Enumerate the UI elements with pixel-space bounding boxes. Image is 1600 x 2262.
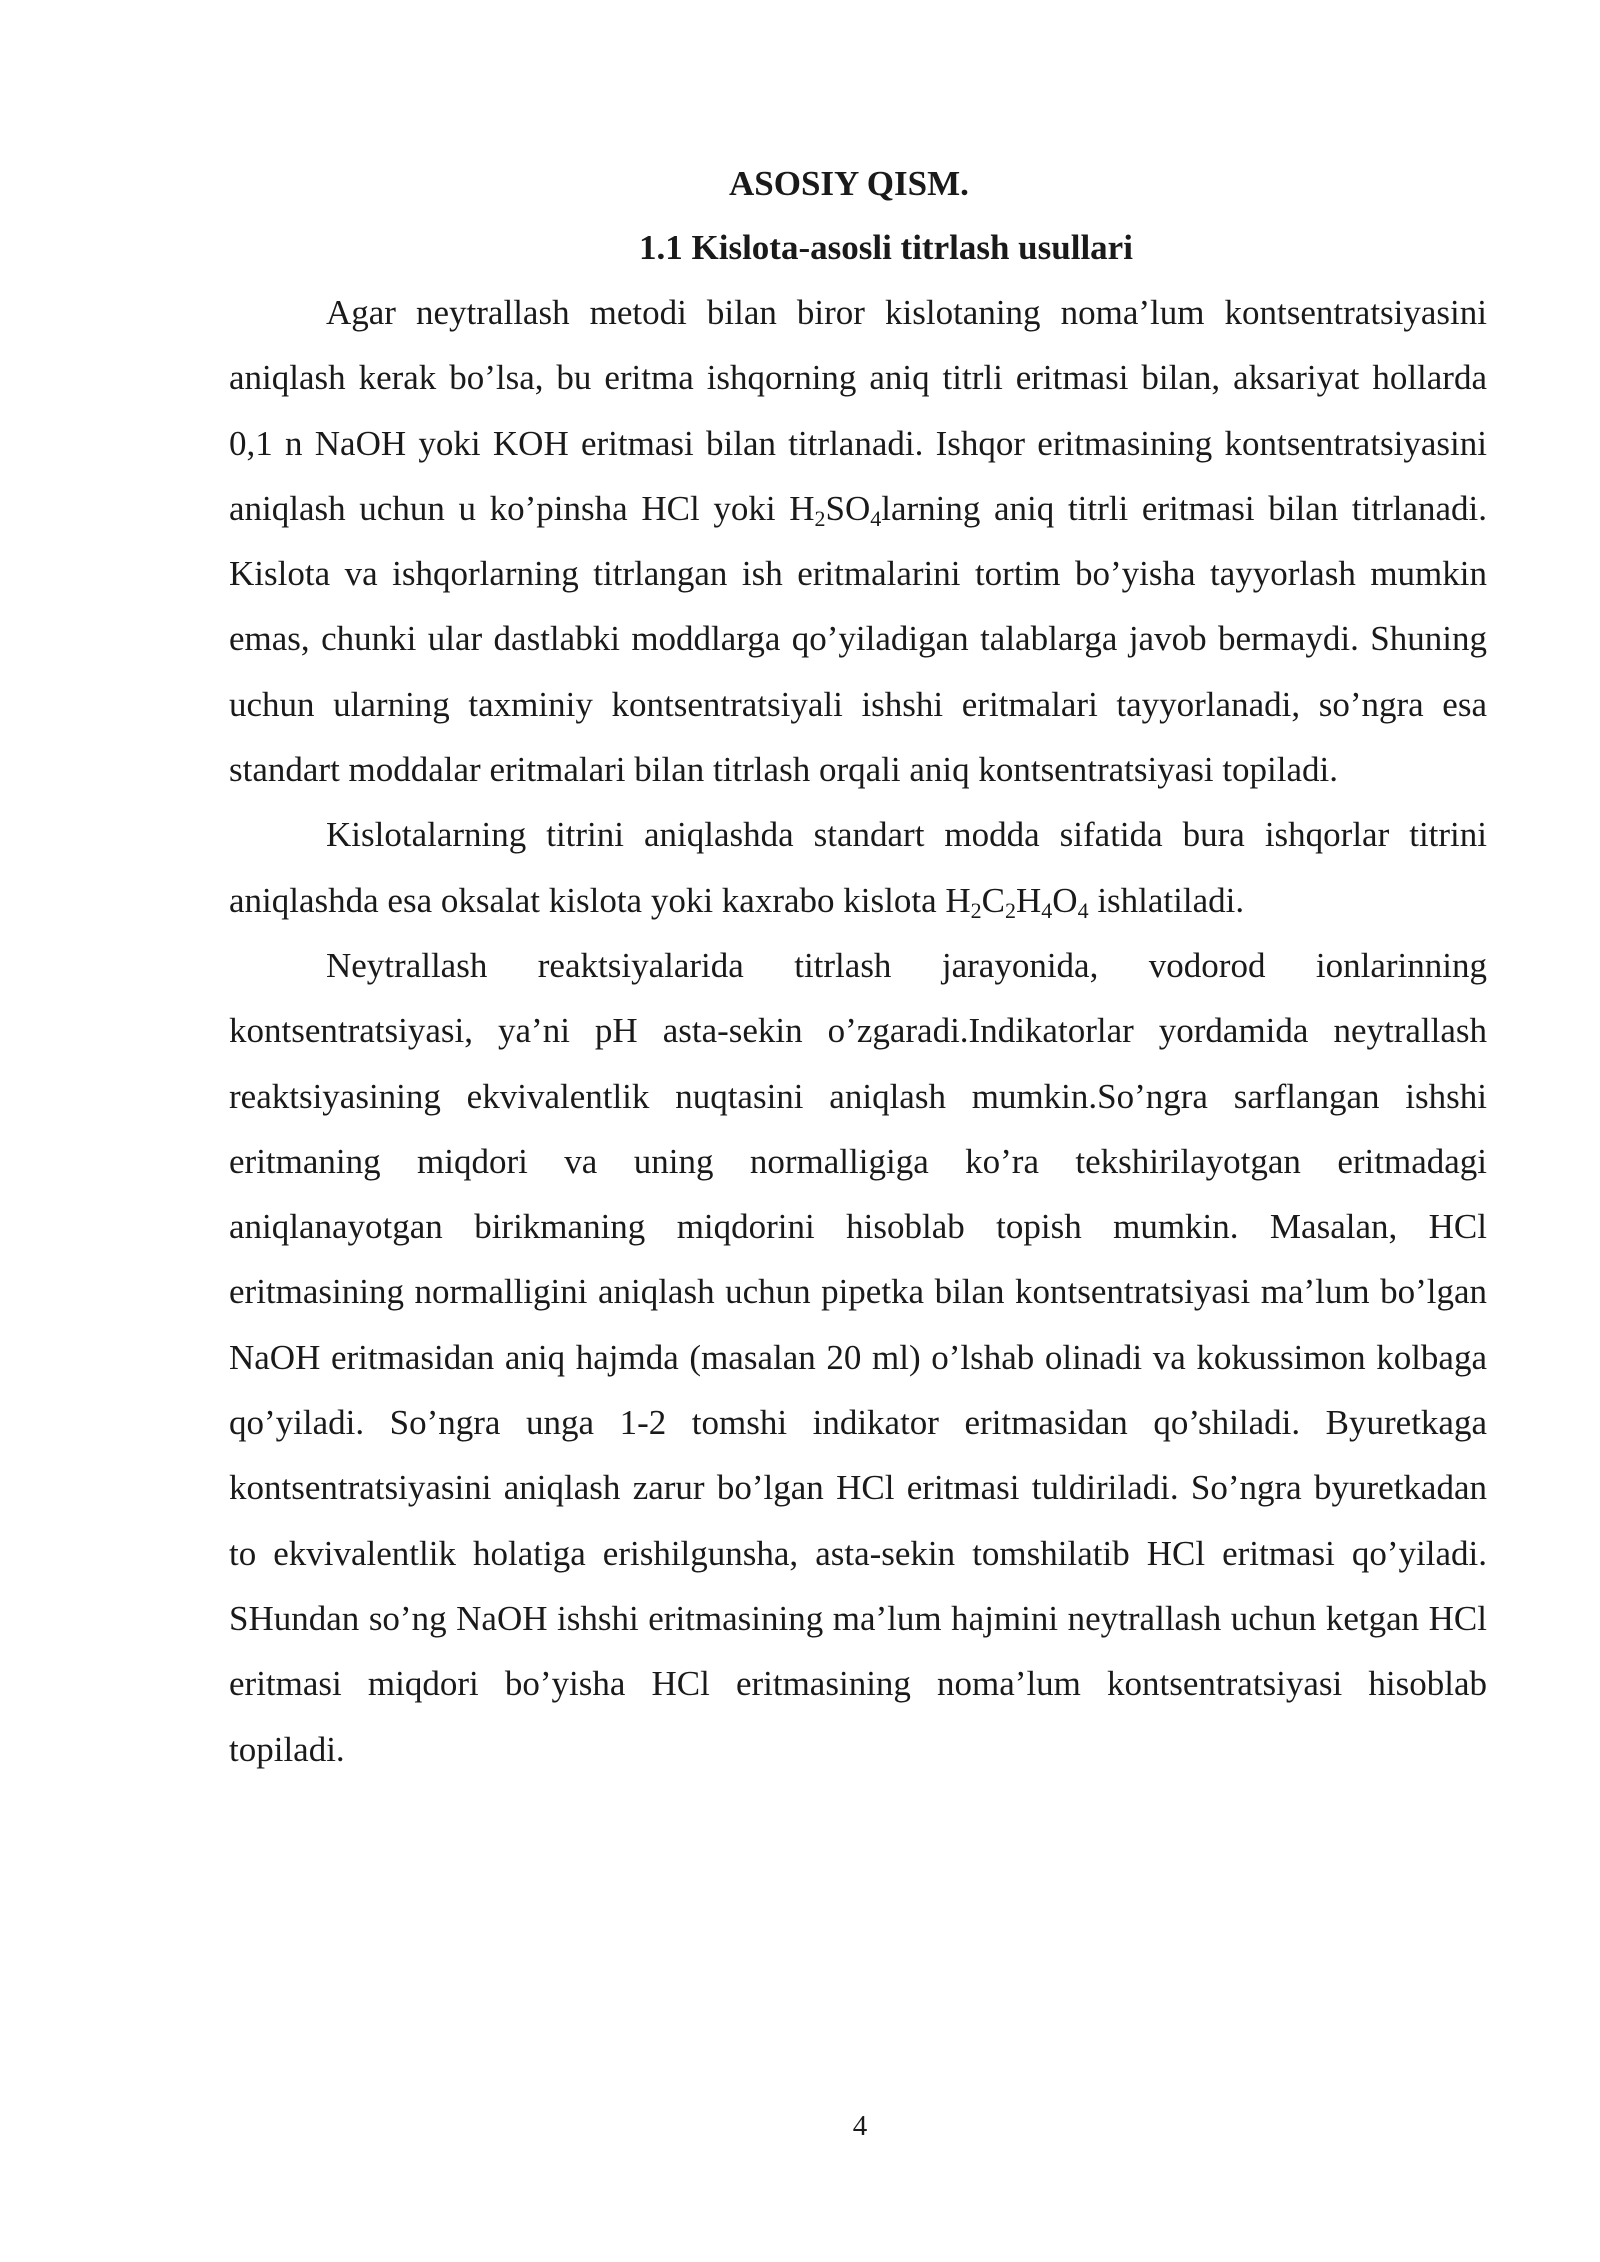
paragraph-2-text-a: Kislotalarning titrini aniqlashda standart modda sifatida bura ishqorlar titrini aniqlashda esa oksalat kislota yoki kaxrabo kislota H [229, 815, 1487, 920]
subscript: 2 [1005, 897, 1016, 923]
subsection-heading: 1.1 Kislota-asosli titrlash usullari [639, 228, 1133, 267]
page-number: 4 [852, 2110, 868, 2142]
subscript: 2 [814, 505, 826, 531]
subscript: 4 [1077, 897, 1089, 923]
paragraph-1 [229, 280, 1487, 802]
paragraph-1-text-b: SO [825, 488, 871, 528]
paragraph-2 [229, 802, 1487, 933]
paragraph-2-text-c: H [1016, 880, 1042, 920]
paragraph-2-text-d: O [1052, 880, 1078, 920]
subscript: 4 [1041, 897, 1053, 923]
paragraph-1-text-c: larning aniq titrli eritmasi bilan titrlanadi. Kislota va ishqorlarning titrlangan ish eritmalarini tortim bo’yisha tayyorlash mumkin emas, chunki ular dastlabki moddlarga qo’yiladigan talablarga javob bermaydi. Shuning uchun ularning taxminiy kontsentratsiyali ishshi eritmalari tayyorlanadi, so’ngra esa standart moddalar eritmalari bilan titrlash orqali aniq kontsentratsiyasi topiladi. [229, 488, 1487, 790]
paragraph-1-text-a: Agar neytrallash metodi bilan biror kislotaning noma’lum kontsentratsiyasini aniqlash kerak bo’lsa, bu eritma ishqorning aniq titrli eritmasi bilan, aksariyat hollarda 0,1 n NaOH yoki KOH eritmasi bilan titrlanadi. Ishqor eritmasining kontsentratsiyasini aniqlash uchun u ko’pinsha HCl yoki H [229, 293, 1487, 528]
page-content [229, 152, 1487, 1782]
section-heading: ASOSIY QISM. [729, 164, 969, 203]
paragraph-2-text-e: ishlatiladi. [1088, 880, 1245, 920]
subscript: 4 [870, 505, 882, 531]
subscript: 2 [970, 897, 982, 923]
paragraph-3: Neytrallash reaktsiyalarida titrlash jarayonida, vodorod ionlarinning kontsentratsiyasi, ya’ni pH asta-sekin o’zgaradi.Indikatorlar yordamida neytrallash reaktsiyasining ekvivalentlik nuqtasini aniqlash mumkin.So’ngra sarflangan ishshi eritmaning miqdori va uning normalligiga ko’ra tekshirilayotgan eritmadagi aniqlanayotgan birikmaning miqdorini hisoblab topish mumkin. Masalan, HCl eritmasining normalligini aniqlash uchun pipetka bilan kontsentratsiyasi ma’lum bo’lgan NaOH eritmasidan aniq hajmda (masalan 20 ml) o’lshab olinadi va kokussimon kolbaga qo’yiladi. So’ngra unga 1-2 tomshi indikator eritmasidan qo’shiladi. Byuretkaga kontsentratsiyasini aniqlash zarur bo’lgan HCl eritmasi tuldiriladi. So’ngra byuretkadan to ekvivalentlik holatiga erishilgunsha, asta-sekin tomshilatib HCl eritmasi qo’yiladi. SHundan so’ng NaOH ishshi eritmasining ma’lum hajmini neytrallash uchun ketgan HCl eritmasi miqdori bo’yisha HCl eritmasining noma’lum kontsentratsiyasi hisoblab topiladi. [229, 945, 1487, 1769]
paragraph-2-text-b: C [981, 880, 1005, 920]
